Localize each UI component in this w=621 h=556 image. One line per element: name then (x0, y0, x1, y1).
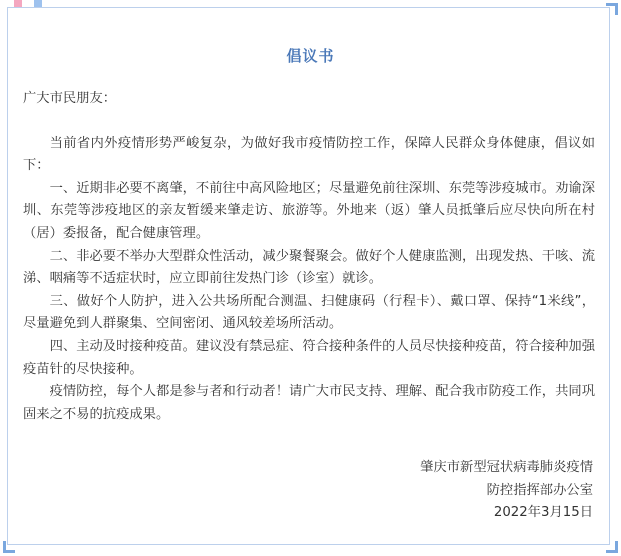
paragraph-item-3: 三、做好个人防护，进入公共场所配合测温、扫健康码（行程卡）、戴口罩、保持“1米线”，尽量避免到人群聚集、空间密闭、通风较差场所活动。 (23, 293, 595, 332)
signature-block (420, 457, 593, 525)
corner-decoration-bottom-left (3, 541, 15, 553)
document-body (23, 88, 595, 426)
paragraph-intro: 当前省内外疫情形势严峻复杂，为做好我市疫情防控工作，保障人民群众身体健康，倡议如下： (23, 135, 595, 174)
document-title: 倡议书 (286, 47, 335, 65)
paragraph-item-4: 四、主动及时接种疫苗。建议没有禁忌症、符合接种条件的人员尽快接种疫苗，符合接种加强疫苗针的尽快接种。 (23, 338, 595, 377)
paragraph-item-1: 一、近期非必要不离肇，不前往中高风险地区；尽量避免前往深圳、东莞等涉疫城市。劝谕深圳、东莞等涉疫地区的亲友暂缓来肇走访、旅游等。外地来（返）肇人员抵肇后应尽快向所在村（居）委报备，配合健康管理。 (23, 180, 595, 241)
greeting: 广大市民朋友： (23, 91, 117, 106)
paragraph-closing: 疫情防控，每个人都是参与者和行动者！请广大市民支持、理解、配合我市防疫工作，共同巩固来之不易的抗疫成果。 (23, 384, 595, 422)
corner-decoration-bottom-right (606, 541, 618, 553)
signature-date: 2022年3月15日 (493, 505, 593, 521)
paragraph-item-2: 二、非必要不举办大型群众性活动，减少聚餐聚会。做好个人健康监测，出现发热、干咳、流涕、咽痛等不适症状时，应立即前往发热门诊（诊室）就诊。 (23, 248, 595, 287)
corner-decoration-top-right (606, 3, 618, 15)
signature-org-line1: 肇庆市新型冠状病毒肺炎疫情 (420, 460, 593, 475)
signature-org-line2: 防控指挥部办公室 (486, 482, 593, 498)
